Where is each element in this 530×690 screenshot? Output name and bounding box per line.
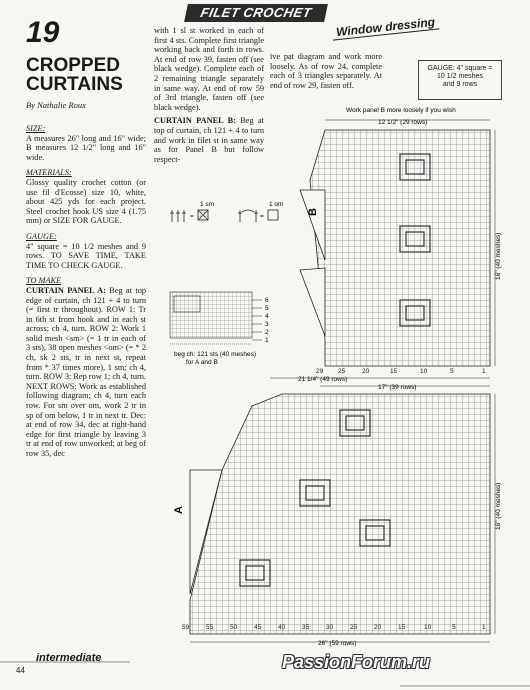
panel-a-heading: CURTAIN PANEL A: <box>26 285 106 295</box>
row-number: 45 <box>254 624 262 631</box>
gauge-heading: GAUGE: <box>26 231 57 241</box>
watermark: PassionForum.ru <box>282 652 431 672</box>
gauge-line-1: GAUGE: 4" square = <box>427 65 493 72</box>
section-title: FILET CROCHET <box>199 5 313 20</box>
sm-label: 1 sm <box>200 201 215 208</box>
beg-ch-label-1: beg ch: 121 sts (40 meshes) <box>174 351 257 358</box>
row-number: 59 <box>182 624 190 631</box>
gauge-line-2: 10 1/2 meshes <box>437 73 483 80</box>
row-number: 15 <box>390 368 398 375</box>
diagram-a-height: 16" (40 meshes) <box>495 482 502 530</box>
row-number: 35 <box>302 624 310 631</box>
row-number: 29 <box>316 368 324 375</box>
diagram-b-height: 16" (40 meshes) <box>495 232 502 280</box>
start-chart <box>170 292 269 366</box>
gauge-line-3: and 9 rows <box>442 81 478 88</box>
row-number: 30 <box>326 624 334 631</box>
title-line-1: CROPPED <box>26 55 120 76</box>
row-number: 1 <box>482 624 486 631</box>
row-number: 10 <box>420 368 428 375</box>
row-number: 5 <box>452 624 456 631</box>
stitch-legend <box>170 201 283 222</box>
byline: By Nathalie Roux <box>26 100 86 110</box>
title-line-2: CURTAINS <box>26 74 123 95</box>
row-number: 10 <box>424 624 432 631</box>
diagram-b-letter: B <box>307 208 319 216</box>
diagram-a-bottom: 26" (59 rows) <box>318 640 357 647</box>
skill-level-badge: intermediate <box>36 652 102 664</box>
gauge-text: 4" square = 10 1/2 meshes and 9 rows. TO SAVE TIME, TAKE TIME TO CHECK GAUGE. <box>26 241 146 270</box>
pattern-number: 19 <box>26 16 60 49</box>
diagram-a-total-width: 21 1/4" (49 rows) <box>298 376 348 383</box>
panel-a-body: Beg at top edge of curtain, ch 121 + 4 to turn (= first tr throughout). ROW 1: Tr in 6th st from hook and in each st across; ch 4, turn. ROW 2: Work 1 solid mesh <sm> (= 1 tr in each of 3 sts), 38 open meshes <om> (= * 2 ch, sk 2 sts, tr in next st, repeat from * 37 times more), 1 sm; ch 4, turn. ROW 3: Rep row 1; ch 4, turn. NEXT ROWS: Work as established following diagram; ch 4, turn each row. For sm over om, work 2 tr in sp of om below, 1 tr in next tr. Dec: at end of row 34, dec at right-hand edge for first triangle by leaving 3 tr at end of row unworked; at beg of row 35, dec <box>26 285 146 458</box>
panel-b-body: Beg at top of curtain, ch 121 + 4 to turn and work in filet st in same way as for Panel B but follow respect- <box>154 116 264 164</box>
size-heading: SIZE: <box>26 124 46 133</box>
open-mesh-icon <box>268 210 278 220</box>
row-num: 1 <box>265 337 269 344</box>
diagram-b-note: Work panel B more loosely if you wish <box>346 107 456 114</box>
beg-ch-label-2: for A and B <box>186 359 218 366</box>
cutout-triangle <box>300 190 325 260</box>
row-num: 4 <box>265 313 269 320</box>
page-number: 44 <box>16 666 25 675</box>
diagram-a-letter: A <box>173 506 185 514</box>
svg-text:=: = <box>260 213 264 220</box>
tr-symbol <box>170 210 186 222</box>
cutout-triangle <box>300 268 325 336</box>
row-number: 25 <box>338 368 346 375</box>
row-num: 2 <box>265 329 269 336</box>
row-num: 5 <box>265 305 269 312</box>
subsection-label: Window dressing <box>332 14 440 40</box>
materials-text: Glossy quality crochet cotton (or use fil d'Ecosse) size 10, white, about 425 yds for each project. Steel crochet hook US size 4 (1.75 mm) or SIZE FOR GAUGE. <box>26 177 146 226</box>
panel-b-heading: CURTAIN PANEL B: <box>154 116 236 126</box>
diagram-b-width: 12 1/2" (29 rows) <box>378 119 428 126</box>
row-number: 1 <box>482 368 486 375</box>
row-number: 55 <box>206 624 214 631</box>
row-num: 6 <box>265 297 269 304</box>
om-label: 1 om <box>269 201 284 208</box>
row-number: 40 <box>278 624 286 631</box>
row-number: 20 <box>374 624 382 631</box>
materials-heading: MATERIALS: <box>26 168 72 178</box>
triangle-text: with 1 sl st worked in each of first 4 sts. Complete first triangle working back and forth in rows. At end of row 39, fasten off (see black wedge). Complete each of 2 remaining triangle separately in same way. At end of row 59 of 3rd triangle, fasten off (see black wedge). <box>154 26 264 112</box>
diagram-b <box>300 107 502 366</box>
panel-b-continued: ive pat diagram and work more loosely. As of row 24, complete each of 3 triangles separately. At end of row 29, fasten off. <box>270 52 382 90</box>
diagram-a <box>173 376 502 647</box>
row-number: 25 <box>350 624 358 631</box>
row-number: 50 <box>230 624 238 631</box>
row-num: 3 <box>265 321 269 328</box>
svg-text:=: = <box>190 213 194 220</box>
size-text: A measures 26" long and 16" wide; B measures 12 1/2" long and 16" wide. <box>26 133 146 162</box>
row-number: 15 <box>398 624 406 631</box>
row-number: 20 <box>362 368 370 375</box>
diagram-a-width: 17" (39 rows) <box>378 384 417 391</box>
to-make-heading: TO MAKE <box>26 276 62 286</box>
row-number: 5 <box>450 368 454 375</box>
